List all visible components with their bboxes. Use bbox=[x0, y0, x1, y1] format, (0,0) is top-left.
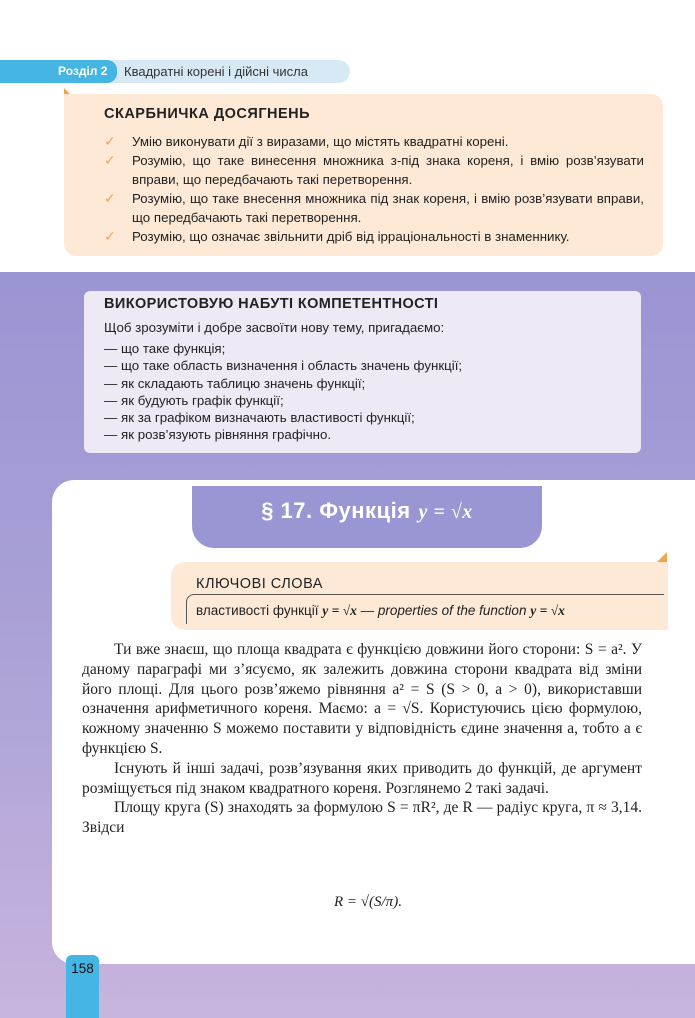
body-text bbox=[82, 640, 642, 838]
achievement-item: ✓ Умію виконувати дії з виразами, що містять квадратні корені. bbox=[104, 133, 509, 149]
competences-list bbox=[104, 340, 462, 444]
achievements-list bbox=[104, 132, 644, 246]
competence-item: — як за графіком визначають властивості функції; bbox=[104, 410, 415, 426]
formula: R = √(S/π). bbox=[334, 894, 402, 910]
competence-item: — як складають таблицю значень функції; bbox=[104, 375, 366, 391]
section-header-title: Квадратні корені і дійсні числа bbox=[124, 64, 308, 79]
competence-item: — як розв’язують рівняння графічно. bbox=[104, 427, 332, 443]
check-icon: ✓ bbox=[104, 133, 116, 149]
achievement-item: ✓ Розумію, що таке внесення множника під знак кореня, і вмію розв’язувати вправи, що передбачають такі перетворення. bbox=[104, 190, 644, 225]
section-title-text: § 17. Функція bbox=[261, 498, 411, 523]
keywords-corner bbox=[657, 552, 667, 562]
competence-item: — що таке область визначення і область значень функції; bbox=[104, 358, 463, 374]
check-icon: ✓ bbox=[104, 228, 116, 244]
competence-item: — як будують графік функції; bbox=[104, 392, 284, 408]
achievement-item: ✓ Розумію, що таке винесення множника з-під знака кореня, і вмію розв’язувати вправи, що передбачають такі перетворення. bbox=[104, 152, 644, 187]
achievement-item: ✓ Розумію, що означає звільнити дріб від ірраціональності в знаменнику. bbox=[104, 228, 570, 244]
page-number: 158 bbox=[66, 955, 99, 1018]
paragraph: Існують й інші задачі, розв’язування яких приводить до функцій, де аргумент розміщується під знаком квадратного кореня. Розглянемо 2 такі задачі. bbox=[82, 759, 642, 797]
section-tag: Розділ 2 bbox=[0, 60, 117, 83]
section-title-function: y = √x bbox=[418, 501, 473, 523]
competence-item: — що таке функція; bbox=[104, 341, 226, 356]
keyword-function: y = √x bbox=[322, 603, 357, 618]
achievements-title: СКАРБНИЧКА ДОСЯГНЕНЬ bbox=[104, 106, 311, 122]
competences-intro: Щоб зрозуміти і добре засвоїти нову тему, пригадаємо: bbox=[104, 320, 445, 335]
keywords-title: КЛЮЧОВІ СЛОВА bbox=[196, 576, 323, 592]
competences-title: ВИКОРИСТОВУЮ НАБУТІ КОМПЕТЕНТНОСТІ bbox=[104, 296, 439, 312]
keywords-text: властивості функції y = √x — properties of the function y = √x bbox=[196, 603, 565, 618]
paragraph: Ти вже знаєш, що площа квадрата є функцією довжини його сторони: S = a². У даному параграфі ми з’ясуємо, як залежить довжина сторони квадрата від зміни його площі. Для цього розв’яжемо рівняння a² = S (S > 0, a > 0), використавши означення арифметичного кореня. Маємо: a = √S. Користуючись цією формулою, кожному значенню S можемо поставити у відповідність єдине значення a, тобто a є функцією S. bbox=[82, 641, 642, 757]
paragraph: Площу круга (S) знаходять за формулою S = πR², де R — радіус круга, π ≈ 3,14. Звідси bbox=[82, 799, 642, 837]
check-icon: ✓ bbox=[104, 190, 116, 206]
section-title bbox=[192, 498, 542, 524]
keyword-function: y = √x bbox=[530, 603, 565, 618]
check-icon: ✓ bbox=[104, 152, 116, 168]
